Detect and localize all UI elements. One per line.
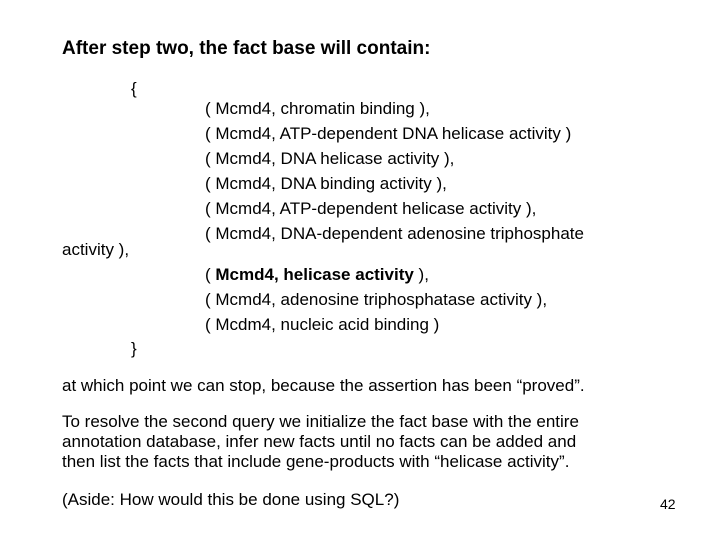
fact-line: ( Mcdm4, nucleic acid binding ) [205, 315, 440, 334]
aside-text: (Aside: How would this be done using SQL?) [62, 490, 400, 509]
paragraph-line: annotation database, infer new facts until no facts can be added and [62, 432, 577, 451]
highlight-fact-line [205, 265, 429, 285]
query-paragraph [62, 412, 702, 472]
fact-line: ( Mcmd4, adenosine triphosphatase activity ), [205, 290, 548, 309]
page-number: 42 [660, 496, 676, 512]
paragraph-line: then list the facts that include gene-products with “helicase activity”. [62, 452, 570, 471]
highlight-bold: Mcmd4, helicase activity [215, 265, 414, 284]
open-brace: { [131, 79, 137, 98]
fact-wrap-tail: activity ), [62, 240, 130, 259]
fact-line: ( Mcmd4, chromatin binding ), [205, 99, 430, 118]
conclusion-text: at which point we can stop, because the assertion has been “proved”. [62, 376, 585, 395]
fact-line: ( Mcmd4, DNA-dependent adenosine triphosphate [205, 224, 584, 243]
fact-line: ( Mcmd4, ATP-dependent helicase activity ), [205, 199, 537, 218]
slide-heading: After step two, the fact base will contain: [62, 38, 431, 59]
fact-line: ( Mcmd4, DNA binding activity ), [205, 174, 447, 193]
fact-line: ( Mcmd4, DNA helicase activity ), [205, 149, 455, 168]
paragraph-line: To resolve the second query we initialize the fact base with the entire [62, 412, 579, 431]
highlight-open: ( [205, 265, 216, 284]
close-brace: } [131, 339, 137, 358]
highlight-close: ), [413, 265, 429, 284]
fact-line: ( Mcmd4, ATP-dependent DNA helicase activity ) [205, 124, 572, 143]
